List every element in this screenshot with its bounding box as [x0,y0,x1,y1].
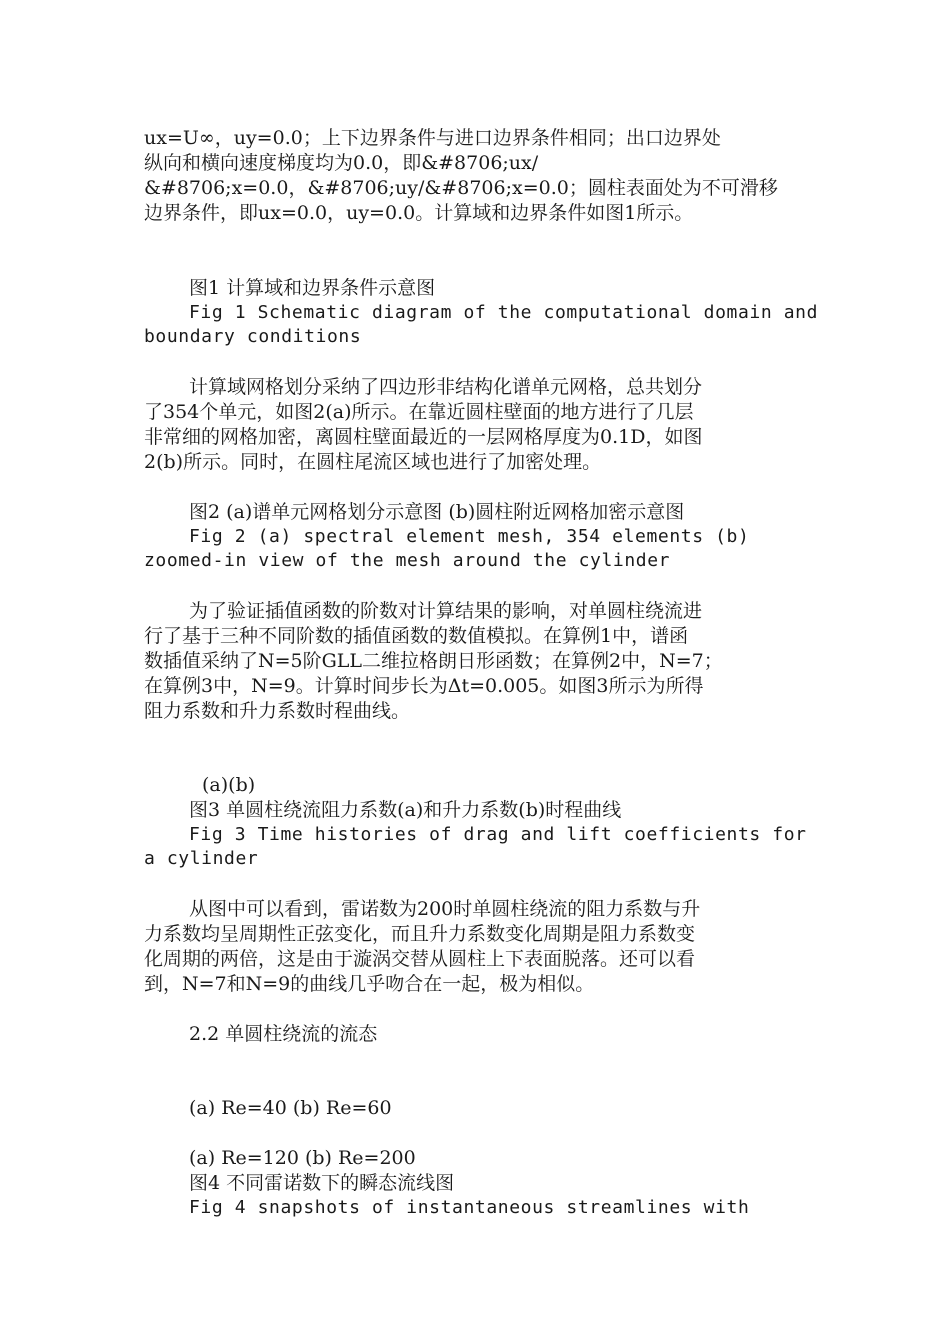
body-text-line: 计算域网格划分采纳了四边形非结构化谱单元网格，总共划分 [189,376,703,398]
body-text-line: 为了验证插值函数的阶数对计算结果的影响，对单圆柱绕流进 [189,600,703,622]
body-text-line: 边界条件，即ux=0.0，uy=0.0。计算域和边界条件如图1所示。 [144,202,694,224]
body-text-line: 力系数均呈周期性正弦变化，而且升力系数变化周期是阻力系数变 [144,923,696,945]
figure-sublabels: (a) Re=40 (b) Re=60 [189,1097,392,1119]
body-text-line: 化周期的两倍，这是由于漩涡交替从圆柱上下表面脱落。还可以看 [144,948,696,970]
figure-caption-en: Fig 2 (a) spectral element mesh, 354 elements (b) [189,526,750,547]
figure-sublabels: (a)(b) [202,774,256,796]
figure-caption-cn: 图4 不同雷诺数下的瞬态流线图 [189,1172,455,1194]
figure-caption-en: Fig 1 Schematic diagram of the computational domain and [189,302,819,323]
figure-caption-en: a cylinder [144,848,259,869]
figure-caption-en: Fig 4 snapshots of instantaneous streamlines with [189,1197,750,1218]
figure-caption-en: Fig 3 Time histories of drag and lift coefficients for [189,824,807,845]
body-text-line: 数插值采纳了N=5阶GLL二维拉格朗日形函数；在算例2中，N=7； [144,650,723,672]
body-text-line: 在算例3中，N=9。计算时间步长为Δt=0.005。如图3所示为所得 [144,675,704,697]
body-text-line: 非常细的网格加密，离圆柱壁面最近的一层网格厚度为0.1D，如图 [144,426,703,448]
body-text-line: ux=U∞，uy=0.0；上下边界条件与进口边界条件相同；出口边界处 [144,127,721,149]
body-text-line: 从图中可以看到，雷诺数为200时单圆柱绕流的阻力系数与升 [189,898,701,920]
body-text-line: 了354个单元，如图2(a)所示。在靠近圆柱壁面的地方进行了几层 [144,401,694,423]
figure-caption-cn: 图1 计算域和边界条件示意图 [189,277,436,299]
body-text-line: 到，N=7和N=9的曲线几乎吻合在一起，极为相似。 [144,973,595,995]
body-text-line: 阻力系数和升力系数时程曲线。 [144,700,411,722]
figure-caption-en: zoomed-in view of the mesh around the cylinder [144,550,671,571]
figure-caption-cn: 图3 单圆柱绕流阻力系数(a)和升力系数(b)时程曲线 [189,799,622,821]
figure-caption-cn: 图2 (a)谱单元网格划分示意图 (b)圆柱附近网格加密示意图 [189,501,685,523]
body-text-line: 行了基于三种不同阶数的插值函数的数值模拟。在算例1中，谱函 [144,625,689,647]
body-text-line: 纵向和横向速度梯度均为0.0，即&#8706;ux/ [144,152,539,174]
body-text-line: 2(b)所示。同时，在圆柱尾流区域也进行了加密处理。 [144,451,602,473]
figure-sublabels: (a) Re=120 (b) Re=200 [189,1147,416,1169]
body-text-line: &#8706;x=0.0，&#8706;uy/&#8706;x=0.0；圆柱表面处为不可滑移 [144,177,778,199]
section-heading: 2.2 单圆柱绕流的流态 [189,1023,378,1045]
figure-caption-en: boundary conditions [144,326,362,347]
